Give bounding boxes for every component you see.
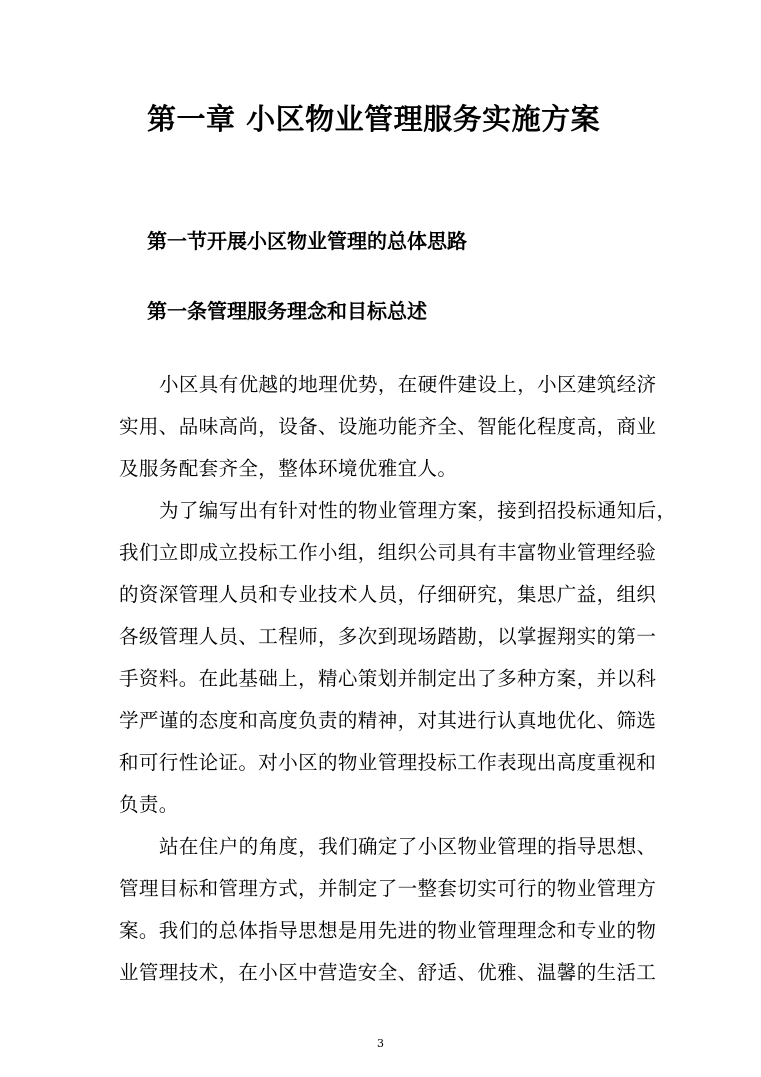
paragraph-line: 各级管理人员、工程师，多次到现场踏勘，以掌握翔实的第一 bbox=[119, 625, 657, 648]
paragraph bbox=[119, 826, 657, 994]
paragraph bbox=[119, 364, 657, 490]
paragraph-line: 的资深管理人员和专业技术人员，仔细研究，集思广益，组织 bbox=[119, 583, 657, 606]
paragraph-line: 为了编写出有针对性的物业管理方案，接到招投标通知后， bbox=[159, 499, 677, 522]
chapter-title: 第一章 小区物业管理服务实施方案 bbox=[147, 102, 601, 136]
paragraph-line: 案。我们的总体指导思想是用先进的物业管理理念和专业的物 bbox=[119, 919, 657, 942]
paragraph-line: 学严谨的态度和高度负责的精神，对其进行认真地优化、筛选 bbox=[119, 709, 657, 732]
paragraph-line: 我们立即成立投标工作小组，组织公司具有丰富物业管理经验 bbox=[119, 541, 657, 564]
article-title: 第一条管理服务理念和目标总述 bbox=[147, 299, 427, 323]
body-text bbox=[119, 364, 677, 994]
paragraph-line: 管理目标和管理方式，并制定了一整套切实可行的物业管理方 bbox=[119, 877, 657, 900]
paragraph-line: 和可行性论证。对小区的物业管理投标工作表现出高度重视和 bbox=[119, 751, 657, 774]
section-title: 第一节开展小区物业管理的总体思路 bbox=[147, 229, 467, 253]
paragraph-line: 业管理技术，在小区中营造安全、舒适、优雅、温馨的生活工 bbox=[119, 961, 657, 984]
paragraph-line: 小区具有优越的地理优势，在硬件建设上，小区建筑经济 bbox=[159, 373, 657, 396]
paragraph-line: 及服务配套齐全，整体环境优雅宜人。 bbox=[119, 457, 458, 480]
paragraph-line: 负责。 bbox=[119, 793, 179, 816]
page-number: 3 bbox=[377, 1037, 384, 1050]
paragraph bbox=[119, 490, 677, 826]
paragraph-line: 站在住户的角度，我们确定了小区物业管理的指导思想、 bbox=[159, 835, 657, 858]
paragraph-line: 手资料。在此基础上，精心策划并制定出了多种方案，并以科 bbox=[119, 667, 657, 690]
paragraph-line: 实用、品味高尚，设备、设施功能齐全、智能化程度高，商业 bbox=[119, 415, 657, 438]
